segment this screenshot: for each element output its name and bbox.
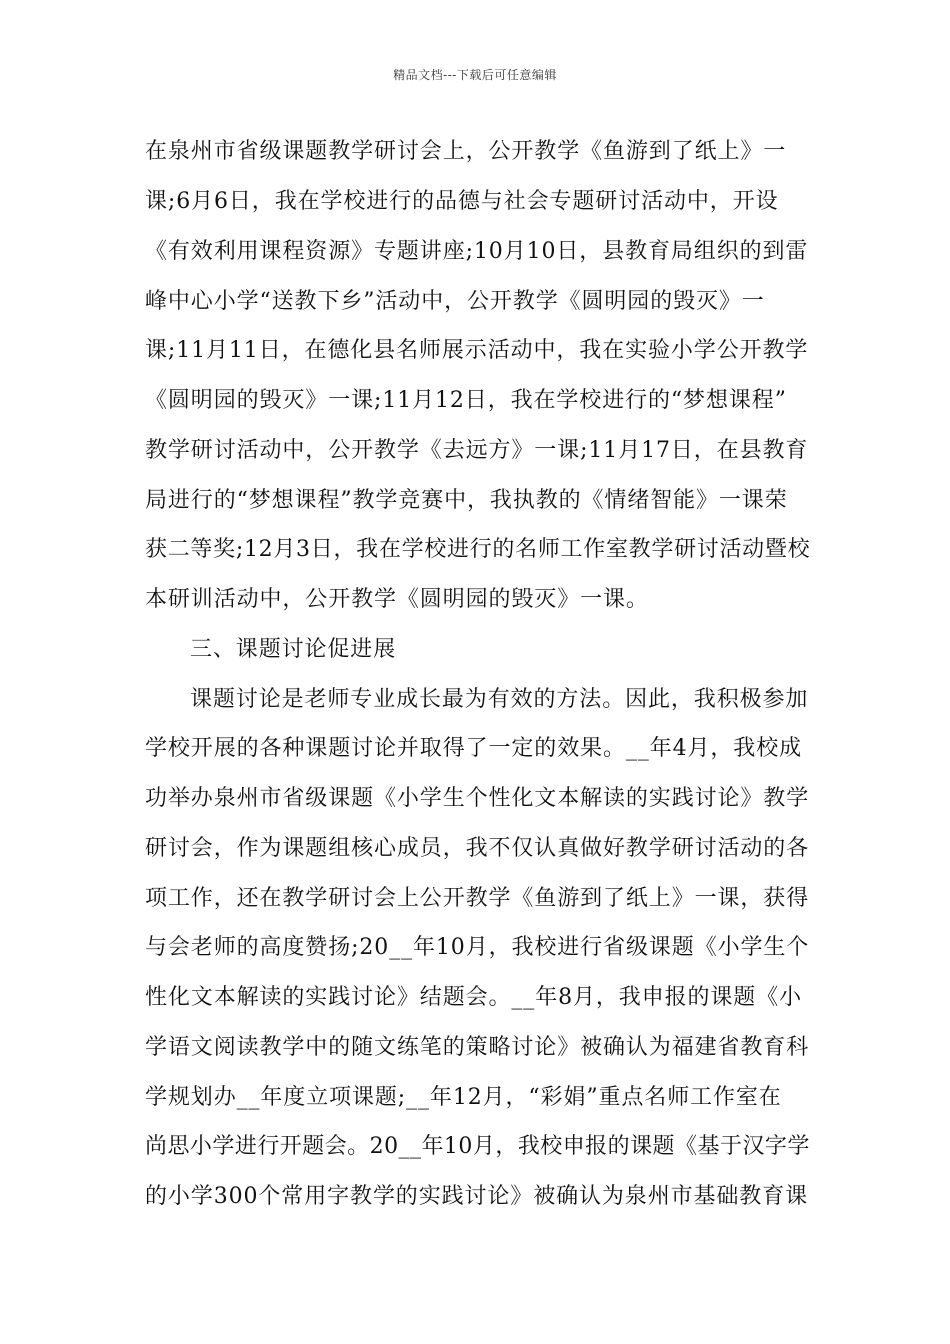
body-line-6: 《圆明园的毁灭》一课;11月12日，我在学校进行的“梦想课程” [145, 388, 787, 413]
body-line-2: 课;6月6日，我在学校进行的品德与社会专题研讨活动中，开设 [145, 189, 779, 214]
body-line-5: 课;11月11日，在德化县名师展示活动中，我在实验小学公开教学 [145, 338, 809, 363]
body-line-19: 学语文阅读教学中的随文练笔的策略讨论》被确认为福建省教育科 [145, 1035, 810, 1060]
body-line-10: 本研训活动中，公开教学《圆明园的毁灭》一课。 [145, 587, 649, 612]
section-heading: 三、课题讨论促进展 [190, 637, 397, 662]
body-line-14: 功举办泉州市省级课题《小学生个性化文本解读的实践讨论》教学 [145, 786, 810, 811]
body-line-13: 学校开展的各种课题讨论并取得了一定的效果。__年4月，我校成 [145, 736, 802, 761]
body-line-21: 尚思小学进行开题会。20__年10月，我校申报的课题《基于汉字学 [145, 1134, 810, 1159]
body-line-3: 《有效利用课程资源》专题讲座;10月10日，县教育局组织的到雷 [145, 239, 809, 264]
body-line-9: 获二等奖;12月3日，我在学校进行的名师工作室教学研讨活动暨校 [145, 537, 811, 562]
body-line-20: 学规划办__年度立项课题;__年12月，“彩娟”重点名师工作室在 [145, 1085, 782, 1110]
body-line-1: 在泉州市省级课题教学研讨会上，公开教学《鱼游到了纸上》一 [145, 139, 787, 164]
body-line-17: 与会老师的高度赞扬;20__年10月，我校进行省级课题《小学生个 [145, 935, 810, 960]
body-line-4: 峰中心小学“送教下乡”活动中，公开教学《圆明园的毁灭》一 [145, 289, 765, 314]
page-header: 精品文档---下载后可任意编辑 [393, 68, 557, 82]
body-line-8: 局进行的“梦想课程”教学竞赛中，我执教的《情绪智能》一课荣 [145, 488, 788, 513]
body-line-16: 项工作，还在教学研讨会上公开教学《鱼游到了纸上》一课，获得 [145, 886, 810, 911]
body-line-18: 性化文本解读的实践讨论》结题会。__年8月，我申报的课题《小 [145, 985, 802, 1010]
body-line-7: 教学研讨活动中，公开教学《去远方》一课;11月17日，在县教育 [145, 438, 809, 463]
body-line-22: 的小学300个常用字教学的实践讨论》被确认为泉州市基础教育课 [145, 1184, 808, 1209]
body-line-12: 课题讨论是老师专业成长最为有效的方法。因此，我积极参加 [190, 687, 809, 712]
body-line-15: 研讨会，作为课题组核心成员，我不仅认真做好教学研讨活动的各 [145, 836, 810, 861]
